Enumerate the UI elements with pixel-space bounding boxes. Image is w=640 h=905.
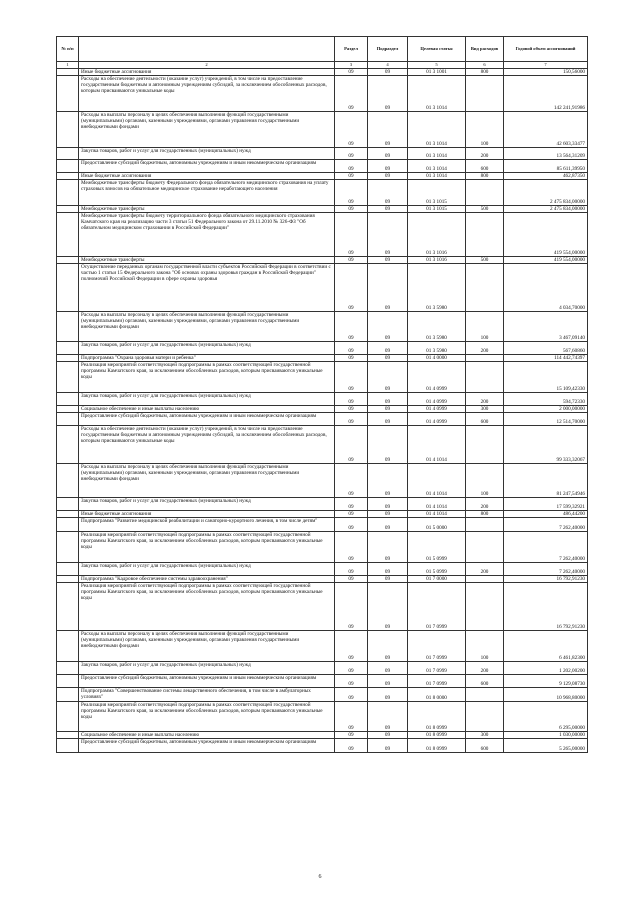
row-razdel-cell: 09 [335, 675, 368, 688]
table-row [57, 702, 588, 732]
row-razdel-cell: 09 [335, 583, 368, 631]
row-target-article-cell: 01 8 0999 [408, 732, 466, 739]
table-row [57, 662, 588, 675]
row-name-cell: Закупка товаров, работ и услуг для государственных (муниципальных) нужд [79, 148, 335, 160]
row-podrazdel-cell: 09 [368, 76, 408, 112]
row-name-cell: Межбюджетные трансферты [79, 206, 335, 213]
row-index-cell [57, 213, 79, 257]
row-podrazdel-cell: 09 [368, 563, 408, 576]
row-expense-type-cell [466, 76, 504, 112]
row-amount-cell: 7 262,40000 [504, 563, 588, 576]
row-name-cell: Расходы на выплаты персоналу в целях обеспечения выполнения функций государственными (муниципальными) органами, казенными учреждениями, органами управления государственными внебюджетными фондами [79, 631, 335, 662]
row-index-cell [57, 583, 79, 631]
table-header-row [57, 37, 588, 62]
row-expense-type-cell: 300 [466, 406, 504, 413]
row-target-article-cell: 01 5 0000 [408, 518, 466, 532]
row-expense-type-cell: 100 [466, 312, 504, 342]
row-name-cell: Межбюджетные трансферты бюджету Федерального фонда обязательного медицинского страхования на уплату страховых взносов на обязательное медицинское страхование неработающего населения [79, 180, 335, 206]
row-razdel-cell: 09 [335, 76, 368, 112]
row-amount-cell: 3 467,09140 [504, 312, 588, 342]
row-podrazdel-cell: 09 [368, 362, 408, 393]
row-razdel-cell: 09 [335, 173, 368, 180]
table-row [57, 518, 588, 532]
row-name-cell: Подпрограмма "Кадровое обеспечение системы здравоохранения" [79, 576, 335, 583]
row-podrazdel-cell: 09 [368, 576, 408, 583]
row-razdel-cell: 09 [335, 631, 368, 662]
row-podrazdel-cell: 09 [368, 413, 408, 426]
row-name-cell: Иные бюджетные ассигнования [79, 173, 335, 180]
budget-allocation-table [56, 36, 588, 753]
row-amount-cell: 12 514,70000 [504, 413, 588, 426]
row-target-article-cell: 01 4 0999 [408, 406, 466, 413]
row-name-cell: Подпрограмма "Охрана здоровья матери и ребенка" [79, 355, 335, 362]
row-index-cell [57, 576, 79, 583]
row-podrazdel-cell: 09 [368, 739, 408, 753]
row-index-cell [57, 662, 79, 675]
row-target-article-cell: 01 3 1014 [408, 76, 466, 112]
row-razdel-cell: 09 [335, 518, 368, 532]
row-amount-cell: 4 034,70000 [504, 264, 588, 312]
row-expense-type-cell [466, 362, 504, 393]
row-amount-cell: 6 295,00000 [504, 702, 588, 732]
row-index-cell [57, 264, 79, 312]
table-row [57, 312, 588, 342]
row-name-cell: Межбюджетные трансферты бюджету территориального фонда обязательного медицинского страхования Камчатского края на реализацию части 3 статьи 51 Федерального закона от 29.11.2010 № 326-ФЗ "Об обязательном медицинском страховании в Российской Федерации" [79, 213, 335, 257]
row-name-cell: Реализация мероприятий соответствующей подпрограммы в рамках соответствующей государственной программы Камчатского края, за исключением обособленных расходов, которым присваиваются уникальные коды [79, 583, 335, 631]
row-amount-cell: 2 475 834,00000 [504, 180, 588, 206]
row-razdel-cell: 09 [335, 342, 368, 355]
row-podrazdel-cell: 09 [368, 631, 408, 662]
row-target-article-cell: 01 7 0999 [408, 662, 466, 675]
row-expense-type-cell [466, 702, 504, 732]
row-podrazdel-cell: 09 [368, 206, 408, 213]
header-expense-type: Вид расходов [466, 37, 504, 62]
row-name-cell: Иные бюджетные ассигнования [79, 511, 335, 518]
row-razdel-cell: 09 [335, 688, 368, 702]
row-razdel-cell: 09 [335, 464, 368, 498]
row-amount-cell: 7 262,40000 [504, 518, 588, 532]
row-name-cell: Закупка товаров, работ и услуг для государственных (муниципальных) нужд [79, 563, 335, 576]
row-podrazdel-cell: 09 [368, 702, 408, 732]
row-expense-type-cell: 200 [466, 662, 504, 675]
row-podrazdel-cell: 09 [368, 148, 408, 160]
row-target-article-cell: 01 3 1014 [408, 173, 466, 180]
row-podrazdel-cell: 09 [368, 213, 408, 257]
row-target-article-cell: 01 3 5980 [408, 342, 466, 355]
table-row [57, 160, 588, 173]
row-razdel-cell: 09 [335, 355, 368, 362]
row-target-article-cell: 01 3 1014 [408, 112, 466, 148]
row-index-cell [57, 69, 79, 76]
row-index-cell [57, 406, 79, 413]
header-name [79, 37, 335, 62]
row-expense-type-cell: 800 [466, 173, 504, 180]
row-podrazdel-cell: 09 [368, 732, 408, 739]
header-annual-volume: Годовой объем ассигнований [504, 37, 588, 62]
row-name-cell: Реализация мероприятий соответствующей подпрограммы в рамках соответствующей государственной программы Камчатского края, за исключением обособленных расходов, которым присваиваются уникальные коды [79, 532, 335, 563]
row-target-article-cell: 01 7 0000 [408, 576, 466, 583]
row-target-article-cell: 01 7 0999 [408, 675, 466, 688]
row-target-article-cell: 01 3 1001 [408, 69, 466, 76]
row-name-cell: Иные бюджетные ассигнования [79, 69, 335, 76]
row-expense-type-cell [466, 426, 504, 464]
table-row [57, 393, 588, 406]
row-name-cell: Социальное обеспечение и иные выплаты населению [79, 406, 335, 413]
table-row [57, 206, 588, 213]
row-expense-type-cell [466, 532, 504, 563]
row-name-cell: Реализация мероприятий соответствующей подпрограммы в рамках соответствующей государственной программы Камчатского края, за исключением обособленных расходов, которым присваиваются уникальные коды [79, 702, 335, 732]
row-index-cell [57, 464, 79, 498]
table-row [57, 112, 588, 148]
row-amount-cell: 114 442,74397 [504, 355, 588, 362]
row-amount-cell: 15 109,42330 [504, 362, 588, 393]
row-razdel-cell: 09 [335, 148, 368, 160]
row-target-article-cell: 01 7 0999 [408, 583, 466, 631]
row-razdel-cell: 09 [335, 702, 368, 732]
row-podrazdel-cell: 09 [368, 511, 408, 518]
row-podrazdel-cell: 09 [368, 675, 408, 688]
table-row [57, 355, 588, 362]
row-amount-cell: 1 202,00200 [504, 662, 588, 675]
row-expense-type-cell: 200 [466, 498, 504, 511]
row-target-article-cell: 01 4 1014 [408, 426, 466, 464]
table-row [57, 688, 588, 702]
row-index-cell [57, 498, 79, 511]
table-row [57, 406, 588, 413]
row-name-cell: Расходы на выплаты персоналу в целях обеспечения выполнения функций государственными (муниципальными) органами, казенными учреждениями, органами управления государственными внебюджетными фондами [79, 464, 335, 498]
table-row [57, 532, 588, 563]
row-podrazdel-cell: 09 [368, 69, 408, 76]
row-name-cell: Межбюджетные трансферты [79, 257, 335, 264]
row-name-cell: Социальное обеспечение и иные выплаты населению [79, 732, 335, 739]
row-amount-cell: 10 968,80000 [504, 688, 588, 702]
table-row [57, 213, 588, 257]
row-target-article-cell: 01 5 0999 [408, 563, 466, 576]
row-index-cell [57, 342, 79, 355]
row-expense-type-cell [466, 264, 504, 312]
row-target-article-cell: 01 3 5980 [408, 264, 466, 312]
table-row [57, 69, 588, 76]
table-row [57, 413, 588, 426]
row-index-cell [57, 355, 79, 362]
row-podrazdel-cell: 09 [368, 498, 408, 511]
table-row [57, 498, 588, 511]
row-razdel-cell: 09 [335, 112, 368, 148]
row-expense-type-cell [466, 180, 504, 206]
table-row [57, 739, 588, 753]
row-name-cell: Закупка товаров, работ и услуг для государственных (муниципальных) нужд [79, 393, 335, 406]
row-index-cell [57, 206, 79, 213]
row-index-cell [57, 112, 79, 148]
row-target-article-cell: 01 8 0999 [408, 739, 466, 753]
row-podrazdel-cell: 09 [368, 312, 408, 342]
column-number: 5 [408, 62, 466, 69]
row-name-cell: Расходы на выплаты персоналу в целях обеспечения выполнения функций государственными (муниципальными) органами, казенными учреждениями, органами управления государственными внебюджетными фондами [79, 312, 335, 342]
row-podrazdel-cell: 09 [368, 264, 408, 312]
row-target-article-cell: 01 3 1014 [408, 148, 466, 160]
table-row [57, 148, 588, 160]
row-name-cell: Расходы на обеспечение деятельности (оказание услуг) учреждений, в том числе на предоставление государственным бюджетным и автономным учреждениям субсидий, за исключением обособленных расходов, которым присваиваются уникальные коды [79, 426, 335, 464]
row-expense-type-cell: 200 [466, 393, 504, 406]
row-razdel-cell: 09 [335, 69, 368, 76]
row-name-cell: Расходы на выплаты персоналу в целях обеспечения выполнения функций государственными (муниципальными) органами, казенными учреждениями, органами управления государственными внебюджетными фондами [79, 112, 335, 148]
row-expense-type-cell [466, 688, 504, 702]
row-podrazdel-cell: 09 [368, 173, 408, 180]
row-target-article-cell: 01 3 1015 [408, 180, 466, 206]
row-amount-cell: 16 792,91230 [504, 583, 588, 631]
row-target-article-cell: 01 3 1016 [408, 257, 466, 264]
row-index-cell [57, 173, 79, 180]
row-podrazdel-cell: 09 [368, 464, 408, 498]
row-amount-cell: 1 030,00000 [504, 732, 588, 739]
row-index-cell [57, 148, 79, 160]
row-amount-cell: 16 792,91230 [504, 576, 588, 583]
table-row [57, 732, 588, 739]
row-razdel-cell: 09 [335, 511, 368, 518]
row-amount-cell: 462,87350 [504, 173, 588, 180]
column-number: 6 [466, 62, 504, 69]
row-razdel-cell: 09 [335, 413, 368, 426]
row-expense-type-cell: 800 [466, 69, 504, 76]
row-expense-type-cell: 200 [466, 148, 504, 160]
row-expense-type-cell [466, 355, 504, 362]
row-podrazdel-cell: 09 [368, 160, 408, 173]
row-name-cell: Предоставление субсидий бюджетным, автономным учреждениям и иным некоммерческим организациям [79, 413, 335, 426]
row-name-cell: Предоставление субсидий бюджетным, автономным учреждениям и иным некоммерческим организациям [79, 675, 335, 688]
row-amount-cell: 17 599,32921 [504, 498, 588, 511]
row-index-cell [57, 180, 79, 206]
row-razdel-cell: 09 [335, 160, 368, 173]
row-index-cell [57, 160, 79, 173]
budget-table-sheet [56, 36, 587, 753]
row-expense-type-cell: 600 [466, 675, 504, 688]
column-number: 3 [335, 62, 368, 69]
row-amount-cell: 99 333,32067 [504, 426, 588, 464]
row-amount-cell: 567,60860 [504, 342, 588, 355]
row-expense-type-cell [466, 576, 504, 583]
table-row [57, 257, 588, 264]
row-expense-type-cell: 500 [466, 257, 504, 264]
row-name-cell: Закупка товаров, работ и услуг для государственных (муниципальных) нужд [79, 498, 335, 511]
row-name-cell: Подпрограмма "Развитие медицинской реабилитации и санаторно-курортного лечения, в том числе детям" [79, 518, 335, 532]
table-row [57, 426, 588, 464]
row-index-cell [57, 631, 79, 662]
row-expense-type-cell: 800 [466, 511, 504, 518]
row-expense-type-cell: 600 [466, 413, 504, 426]
row-expense-type-cell: 600 [466, 160, 504, 173]
row-razdel-cell: 09 [335, 206, 368, 213]
row-target-article-cell: 01 4 1014 [408, 464, 466, 498]
row-razdel-cell: 09 [335, 498, 368, 511]
table-row [57, 576, 588, 583]
row-podrazdel-cell: 09 [368, 342, 408, 355]
row-razdel-cell: 09 [335, 732, 368, 739]
row-index-cell [57, 532, 79, 563]
row-podrazdel-cell: 09 [368, 180, 408, 206]
row-razdel-cell: 09 [335, 393, 368, 406]
row-razdel-cell: 09 [335, 739, 368, 753]
row-name-cell: Реализация мероприятий соответствующей подпрограммы в рамках соответствующей государственной программы Камчатского края, за исключением обособленных расходов, которым присваиваются уникальные коды [79, 362, 335, 393]
row-index-cell [57, 518, 79, 532]
row-amount-cell: 150,56000 [504, 69, 588, 76]
row-amount-cell: 9 129,08730 [504, 675, 588, 688]
row-target-article-cell: 01 3 1014 [408, 160, 466, 173]
table-row [57, 631, 588, 662]
row-target-article-cell: 01 8 0999 [408, 702, 466, 732]
row-podrazdel-cell: 09 [368, 257, 408, 264]
table-row [57, 511, 588, 518]
row-podrazdel-cell: 09 [368, 662, 408, 675]
row-expense-type-cell: 100 [466, 631, 504, 662]
row-podrazdel-cell: 09 [368, 426, 408, 464]
row-index-cell [57, 732, 79, 739]
row-amount-cell: 42 603,33477 [504, 112, 588, 148]
row-podrazdel-cell: 09 [368, 406, 408, 413]
table-row [57, 76, 588, 112]
table-row [57, 563, 588, 576]
row-razdel-cell: 09 [335, 312, 368, 342]
table-row [57, 180, 588, 206]
column-number: 1 [57, 62, 79, 69]
row-target-article-cell: 01 4 0999 [408, 413, 466, 426]
row-amount-cell: 419 554,00000 [504, 213, 588, 257]
row-razdel-cell: 09 [335, 180, 368, 206]
row-podrazdel-cell: 09 [368, 393, 408, 406]
row-amount-cell: 2 000,00000 [504, 406, 588, 413]
row-razdel-cell: 09 [335, 406, 368, 413]
row-name-cell: Подпрограмма "Совершенствование системы лекарственного обеспечения, в том числе в амбулаторных условиях" [79, 688, 335, 702]
row-razdel-cell: 09 [335, 257, 368, 264]
column-number: 4 [368, 62, 408, 69]
row-podrazdel-cell: 09 [368, 583, 408, 631]
table-row [57, 264, 588, 312]
table-row [57, 464, 588, 498]
row-amount-cell: 142 241,91986 [504, 76, 588, 112]
row-name-cell: Закупка товаров, работ и услуг для государственных (муниципальных) нужд [79, 342, 335, 355]
row-podrazdel-cell: 09 [368, 355, 408, 362]
row-amount-cell: 594,72330 [504, 393, 588, 406]
row-razdel-cell: 09 [335, 532, 368, 563]
row-index-cell [57, 702, 79, 732]
row-target-article-cell: 01 3 5980 [408, 312, 466, 342]
row-podrazdel-cell: 09 [368, 518, 408, 532]
row-name-cell: Расходы на обеспечение деятельности (оказание услуг) учреждений, в том числе на предоставление государственным бюджетным и автономным учреждениям субсидий, за исключением обособленных расходов, которым присваиваются уникальные коды [79, 76, 335, 112]
row-podrazdel-cell: 09 [368, 532, 408, 563]
row-amount-cell: 85 611,39950 [504, 160, 588, 173]
row-target-article-cell: 01 4 0000 [408, 355, 466, 362]
table-row [57, 583, 588, 631]
row-index-cell [57, 413, 79, 426]
row-name-cell: Предоставление субсидий бюджетным, автономным учреждениям и иным некоммерческим организациям [79, 160, 335, 173]
row-amount-cell: 5 265,00000 [504, 739, 588, 753]
row-index-cell [57, 76, 79, 112]
row-podrazdel-cell: 09 [368, 112, 408, 148]
row-index-cell [57, 688, 79, 702]
row-target-article-cell: 01 7 0999 [408, 631, 466, 662]
row-index-cell [57, 563, 79, 576]
row-amount-cell: 81 247,54946 [504, 464, 588, 498]
row-expense-type-cell: 200 [466, 563, 504, 576]
row-target-article-cell: 01 3 1015 [408, 206, 466, 213]
row-target-article-cell: 01 4 0999 [408, 393, 466, 406]
row-razdel-cell: 09 [335, 563, 368, 576]
row-target-article-cell: 01 4 0999 [408, 362, 466, 393]
row-expense-type-cell: 500 [466, 206, 504, 213]
row-index-cell [57, 739, 79, 753]
header-podrazdel: Подраздел [368, 37, 408, 62]
row-razdel-cell: 09 [335, 362, 368, 393]
row-target-article-cell: 01 8 0000 [408, 688, 466, 702]
row-target-article-cell: 01 3 1016 [408, 213, 466, 257]
row-expense-type-cell [466, 213, 504, 257]
row-index-cell [57, 312, 79, 342]
column-numbers-row [57, 62, 588, 69]
row-expense-type-cell [466, 518, 504, 532]
table-row [57, 675, 588, 688]
row-amount-cell: 486,44200 [504, 511, 588, 518]
header-razdel: Раздел [335, 37, 368, 62]
row-razdel-cell: 09 [335, 213, 368, 257]
row-amount-cell: 13 564,31209 [504, 148, 588, 160]
row-expense-type-cell: 100 [466, 464, 504, 498]
row-amount-cell: 6 461,82300 [504, 631, 588, 662]
row-razdel-cell: 09 [335, 662, 368, 675]
row-index-cell [57, 426, 79, 464]
row-amount-cell: 419 554,00000 [504, 257, 588, 264]
row-index-cell [57, 393, 79, 406]
row-index-cell [57, 362, 79, 393]
row-index-cell [57, 257, 79, 264]
row-expense-type-cell: 100 [466, 112, 504, 148]
header-number: № п/п [57, 37, 79, 62]
column-number: 2 [79, 62, 335, 69]
row-razdel-cell: 09 [335, 426, 368, 464]
page-number: 6 [318, 874, 322, 880]
row-name-cell: Закупка товаров, работ и услуг для государственных (муниципальных) нужд [79, 662, 335, 675]
row-amount-cell: 2 475 834,00000 [504, 206, 588, 213]
row-index-cell [57, 675, 79, 688]
table-row [57, 173, 588, 180]
row-name-cell: Предоставление субсидий бюджетным, автономным учреждениям и иным некоммерческим организациям [79, 739, 335, 753]
row-podrazdel-cell: 09 [368, 688, 408, 702]
row-target-article-cell: 01 4 1014 [408, 498, 466, 511]
row-expense-type-cell: 600 [466, 739, 504, 753]
row-target-article-cell: 01 5 0999 [408, 532, 466, 563]
row-razdel-cell: 09 [335, 264, 368, 312]
header-target-article: Целевая статья [408, 37, 466, 62]
row-razdel-cell: 09 [335, 576, 368, 583]
row-target-article-cell: 01 4 1014 [408, 511, 466, 518]
row-name-cell: Осуществление переданных органам государственной власти субъектов Российской Федерации в соответствии с частью 1 статьи 15 Федерального закона "Об основах охраны здоровья граждан в Российской Федерации" полномочий Российской Федерации в сфере охраны здоровья [79, 264, 335, 312]
row-index-cell [57, 511, 79, 518]
column-number: 7 [504, 62, 588, 69]
table-row [57, 342, 588, 355]
row-amount-cell: 7 262,40000 [504, 532, 588, 563]
row-expense-type-cell [466, 583, 504, 631]
row-expense-type-cell: 200 [466, 342, 504, 355]
row-expense-type-cell: 300 [466, 732, 504, 739]
table-row [57, 362, 588, 393]
table-body [57, 69, 588, 753]
